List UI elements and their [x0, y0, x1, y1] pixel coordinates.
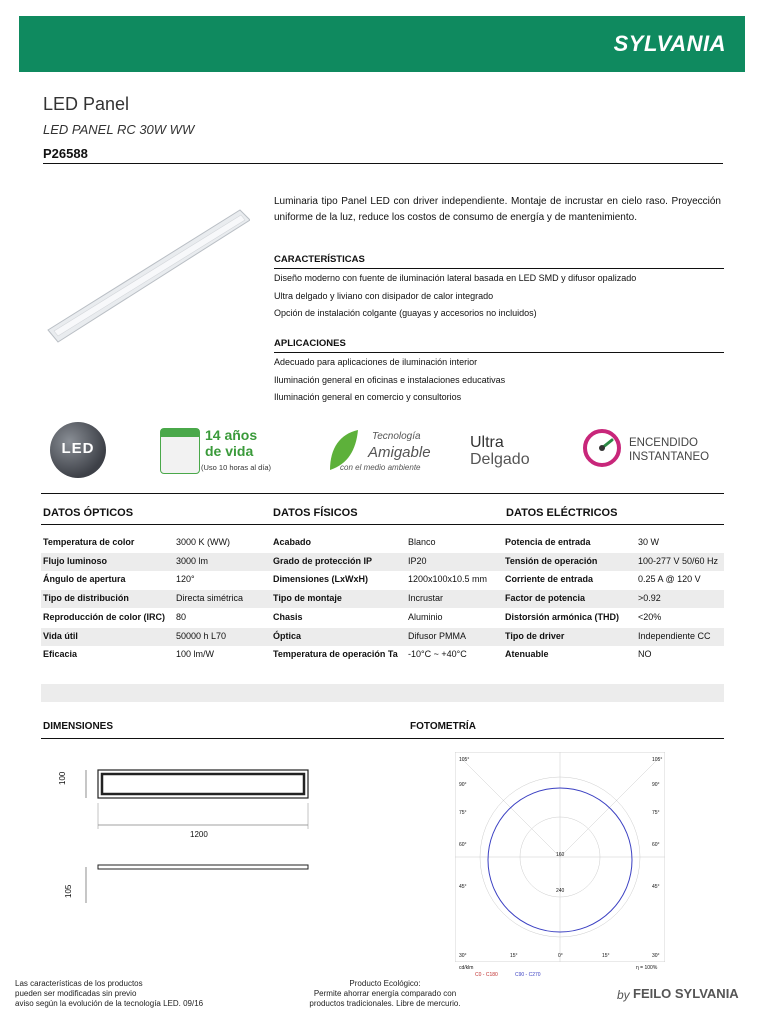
- footer-line: Producto Ecológico:: [349, 979, 421, 988]
- angle-label: 45°: [459, 884, 467, 890]
- gauge-icon: [582, 428, 622, 468]
- footer-disclaimer: [15, 979, 203, 1009]
- fisicos-heading: DATOS FÍSICOS: [273, 507, 358, 519]
- encendido-label: ENCENDIDO: [629, 437, 699, 449]
- angle-label: 90°: [652, 782, 660, 788]
- opticos-label: Tipo de distribución: [43, 593, 129, 604]
- opticos-heading: DATOS ÓPTICOS: [43, 507, 134, 519]
- legend-c0: C0 - C180: [475, 972, 498, 978]
- angle-label: 30°: [459, 953, 467, 959]
- electricos-label: Atenuable: [505, 649, 549, 660]
- dimensiones-heading: DIMENSIONES: [43, 721, 114, 732]
- fisicos-value: Aluminio: [408, 611, 443, 622]
- fotometria-heading: FOTOMETRÍA: [410, 721, 476, 732]
- table-row: [41, 571, 724, 589]
- led-badge: [50, 422, 106, 478]
- footer-line: aviso según la evolución de la tecnología LED. 09/16: [15, 999, 204, 1008]
- electricos-value: <20%: [638, 611, 662, 622]
- fisicos-label: Chasis: [273, 611, 303, 622]
- electricos-label: Corriente de entrada: [505, 574, 594, 585]
- ring-label: 160: [556, 852, 565, 858]
- angle-label: 0°: [558, 953, 563, 959]
- fisicos-label: Grado de protección IP: [273, 555, 373, 566]
- legend-c90: C90 - C270: [515, 972, 541, 978]
- caracteristicas-heading: CARACTERÍSTICAS: [274, 254, 365, 265]
- electricos-heading: DATOS ELÉCTRICOS: [506, 507, 618, 519]
- badges-divider: [41, 493, 724, 494]
- list-item: Iluminación general en oficinas e instalaciones educativas: [274, 374, 506, 385]
- electricos-value: 30 W: [638, 537, 660, 547]
- footer-line: productos tradicionales. Libre de mercurio.: [309, 999, 461, 1008]
- electricos-value: 0.25 A @ 120 V: [638, 574, 701, 585]
- angle-label: 60°: [459, 842, 467, 848]
- list-item: Ultra delgado y liviano con disipador de calor integrado: [274, 290, 494, 301]
- sylvania-logo: SYLVANIA: [613, 31, 726, 56]
- opticos-label: Flujo luminoso: [43, 555, 107, 566]
- list-item: Diseño moderno con fuente de iluminación lateral basada en LED SMD y difusor opalizado: [274, 273, 637, 283]
- table-row: [41, 646, 724, 664]
- list-item: Opción de instalación colgante (guayas y accesorios no incluidos): [274, 308, 537, 318]
- footer-line: Permite ahorrar energía comparado con: [313, 989, 457, 998]
- angle-label: 30°: [652, 953, 660, 959]
- led-panel-image: [40, 190, 250, 350]
- list-item: Iluminación general en comercio y consultorios: [274, 392, 462, 402]
- footer-line: pueden ser modificadas sin previo: [15, 989, 137, 998]
- title-divider: [43, 163, 723, 164]
- opticos-value: 100 lm/W: [176, 649, 215, 660]
- angle-label: 15°: [510, 953, 518, 959]
- dim-width: 1200: [190, 830, 208, 839]
- life-word: de vida: [205, 443, 254, 459]
- opticos-value: Directa simétrica: [176, 593, 244, 604]
- opticos-value: 120°: [176, 574, 195, 585]
- product-code: P26588: [43, 146, 88, 161]
- calendar-icon: [160, 428, 200, 474]
- product-subtitle: LED PANEL RC 30W WW: [43, 122, 195, 137]
- instantaneo-label: INSTANTANEO: [629, 451, 710, 463]
- angle-label: 90°: [459, 782, 467, 788]
- eco-line1: Tecnología: [372, 431, 421, 442]
- aplicaciones-divider: [274, 352, 724, 353]
- opticos-value: 50000 h L70: [176, 630, 227, 641]
- angle-label: 105°: [459, 757, 470, 763]
- eco-line3: con el medio ambiente: [340, 463, 421, 472]
- page-title: LED Panel: [43, 94, 130, 114]
- fisicos-value: Difusor PMMA: [408, 630, 467, 641]
- opticos-label: Temperatura de color: [43, 537, 135, 547]
- fisicos-value: -10°C ~ +40°C: [408, 649, 467, 660]
- fisicos-value: Incrustar: [408, 593, 444, 604]
- dim-height: 100: [58, 771, 67, 785]
- electricos-label: Tensión de operación: [505, 555, 598, 566]
- electricos-label: Distorsión armónica (THD): [505, 611, 620, 622]
- caracteristicas-list: [274, 270, 724, 323]
- dim-depth: 105: [64, 884, 73, 898]
- electricos-value: >0.92: [638, 593, 661, 604]
- spacer-bar: [41, 684, 724, 702]
- fisicos-label: Temperatura de operación Ta: [273, 649, 398, 660]
- dimensiones-divider: [41, 738, 724, 739]
- opticos-label: Vida útil: [43, 630, 78, 641]
- fisicos-label: Dimensiones (LxWxH): [273, 574, 369, 585]
- unit-label: cd/klm: [459, 965, 474, 971]
- opticos-value: 3000 K (WW): [176, 537, 231, 547]
- ring-label: 240: [556, 888, 565, 894]
- caracteristicas-divider: [274, 268, 724, 269]
- angle-label: 75°: [652, 810, 660, 816]
- opticos-label: Reproducción de color (IRC): [43, 611, 166, 622]
- angle-label: 105°: [652, 757, 663, 763]
- fisicos-label: Acabado: [273, 537, 312, 547]
- electricos-label: Tipo de driver: [505, 630, 565, 641]
- electricos-label: Factor de potencia: [505, 593, 586, 604]
- angle-label: 75°: [459, 810, 467, 816]
- life-years: 14 años: [205, 427, 258, 443]
- fisicos-value: 1200x100x10.5 mm: [408, 574, 488, 585]
- opticos-label: Ángulo de apertura: [43, 574, 126, 585]
- table-row: [41, 553, 724, 571]
- life-note: (Uso 10 horas al día): [201, 463, 272, 472]
- led-badge-label: LED: [61, 440, 95, 457]
- electricos-value: Independiente CC: [638, 630, 711, 641]
- electricos-value: NO: [638, 649, 652, 660]
- table-row: [41, 609, 724, 627]
- fisicos-value: Blanco: [408, 537, 436, 547]
- angle-label: 60°: [652, 842, 660, 848]
- fisicos-label: Óptica: [273, 630, 302, 641]
- tables-divider: [41, 524, 724, 525]
- electricos-label: Potencia de entrada: [505, 537, 591, 547]
- table-row: [41, 628, 724, 646]
- fisicos-value: IP20: [408, 555, 427, 566]
- electricos-value: 100-277 V 50/60 Hz: [638, 555, 719, 566]
- angle-label: 15°: [602, 953, 610, 959]
- product-description: Luminaria tipo Panel LED con driver independiente. Montaje de incrustar en cielo raso. Proyección uniforme de la luz, reduce los costos de consumo de energía y de mantenimiento.: [274, 196, 721, 223]
- footer-eco: [300, 979, 470, 1009]
- opticos-value: 3000 lm: [176, 555, 209, 566]
- aplicaciones-list: [274, 354, 724, 407]
- opticos-value: 80: [176, 611, 187, 622]
- aplicaciones-heading: APLICACIONES: [274, 338, 346, 349]
- fisicos-label: Tipo de montaje: [273, 593, 342, 604]
- footer-line: Las características de los productos: [15, 979, 143, 988]
- ultra-label: Ultra: [470, 434, 504, 451]
- opticos-label: Eficacia: [43, 649, 78, 660]
- delgado-label: Delgado: [470, 451, 530, 468]
- eco-line2: Amigable: [368, 444, 431, 461]
- list-item: Adecuado para aplicaciones de iluminación interior: [274, 357, 478, 367]
- footer-by: by: [617, 988, 630, 1002]
- angle-label: 45°: [652, 884, 660, 890]
- eta-label: η = 100%: [636, 965, 658, 971]
- table-row: [41, 590, 724, 608]
- feilo-sylvania-logo: FEILO SYLVANIA: [633, 986, 739, 1001]
- table-row: [41, 534, 724, 552]
